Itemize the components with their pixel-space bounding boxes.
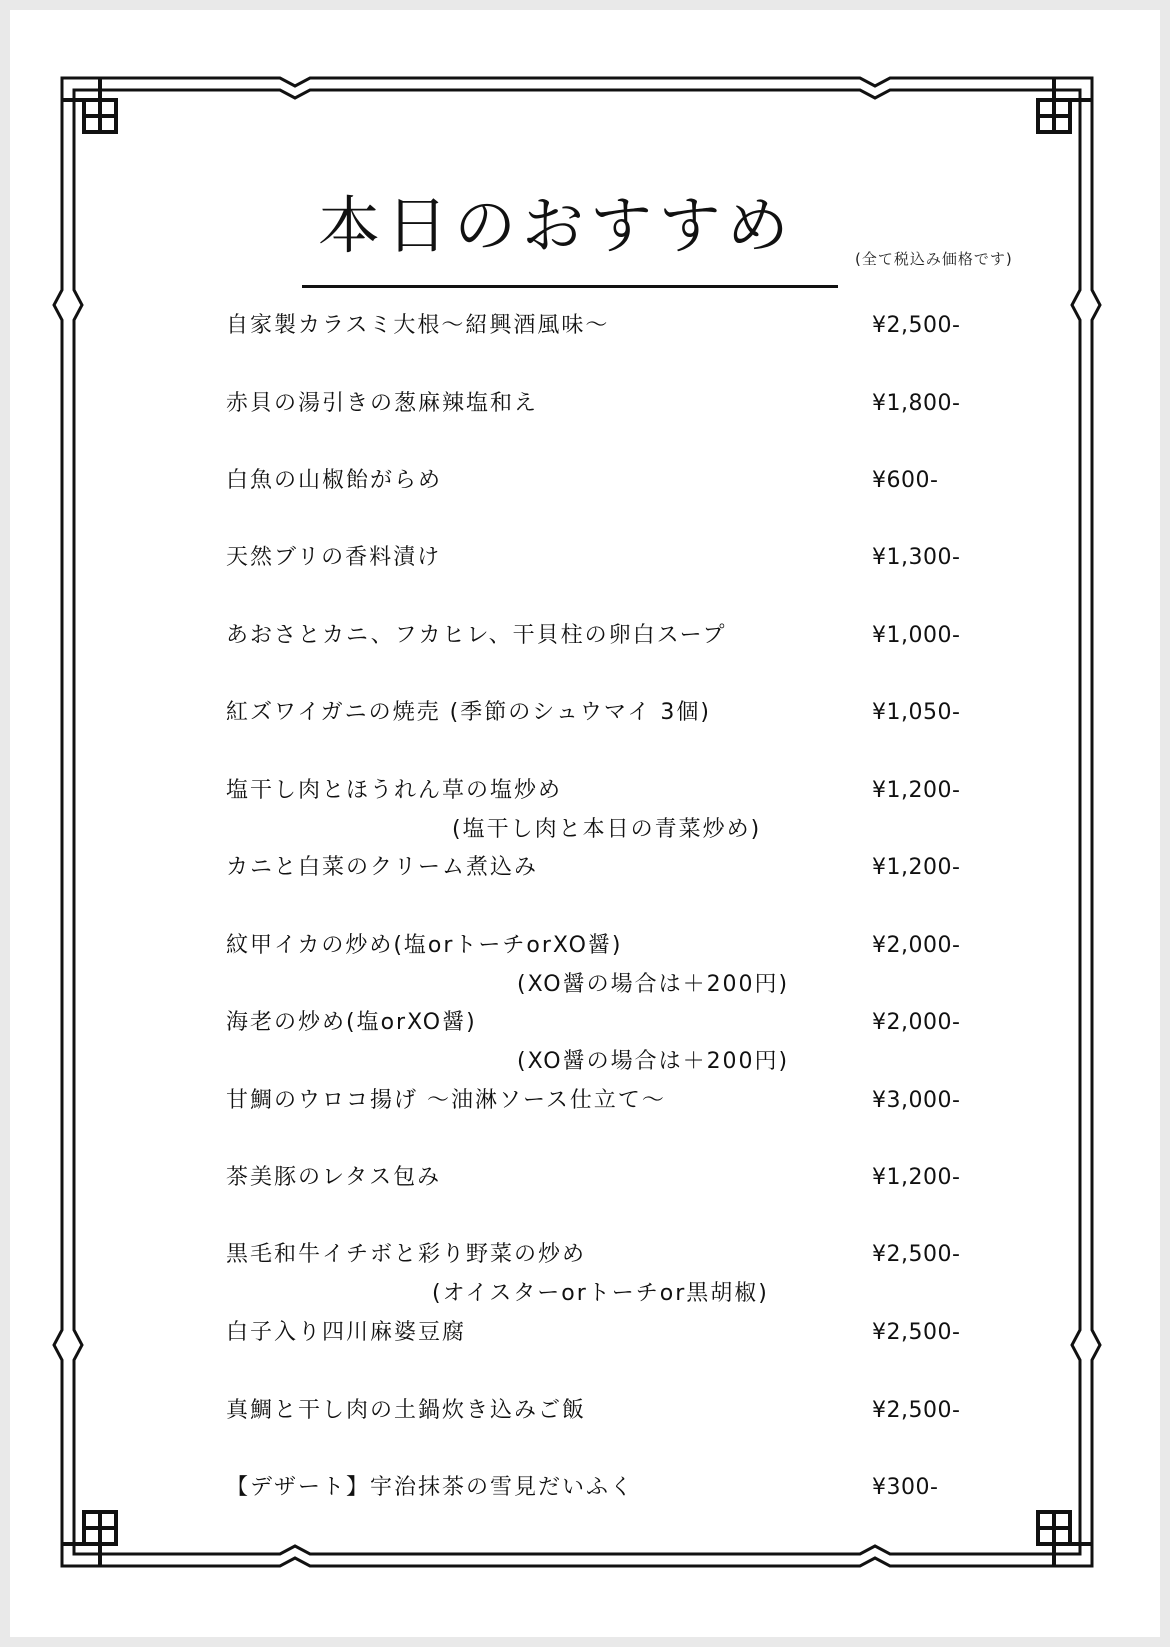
menu-item-price: ¥1,200- (872, 855, 961, 880)
menu-item-note: (オイスターorトーチor黒胡椒) (432, 1281, 769, 1306)
menu-item-name: 天然ブリの香料漬け (226, 545, 442, 570)
menu-item-price: ¥600- (872, 468, 939, 493)
menu-item-price: ¥2,000- (872, 933, 961, 958)
menu-item-name: 紅ズワイガニの焼売 (季節のシュウマイ 3個) (226, 700, 711, 725)
menu-item-name: 自家製カラスミ大根〜紹興酒風味〜 (226, 313, 610, 338)
corner-ornament-bl (62, 1512, 116, 1566)
menu-item-name: 赤貝の湯引きの葱麻辣塩和え (226, 391, 539, 416)
menu-item-price: ¥3,000- (872, 1088, 961, 1113)
menu-item-price: ¥300- (872, 1475, 939, 1500)
menu-item-price: ¥2,500- (872, 1398, 961, 1423)
menu-item-price: ¥1,800- (872, 391, 961, 416)
menu-item-name: 紋甲イカの炒め(塩orトーチorXO醤) (226, 933, 623, 958)
menu-item-name: 真鯛と干し肉の土鍋炊き込みご飯 (226, 1398, 587, 1423)
menu-item-name: 【デザート】宇治抹茶の雪見だいふく (226, 1475, 635, 1500)
corner-ornament-br (1038, 1512, 1092, 1566)
menu-item-price: ¥1,200- (872, 1165, 961, 1190)
menu-item-price: ¥2,500- (872, 313, 961, 338)
title-underline (302, 285, 838, 288)
menu-item-price: ¥2,500- (872, 1242, 961, 1267)
menu-item-name: 黒毛和牛イチボと彩り野菜の炒め (226, 1242, 587, 1267)
menu-item-price: ¥1,200- (872, 778, 961, 803)
corner-ornament-tr (1038, 78, 1092, 132)
menu-item-price: ¥1,300- (872, 545, 961, 570)
menu-item-name: 塩干し肉とほうれん草の塩炒め (226, 778, 563, 803)
menu-item-name: カニと白菜のクリーム煮込み (226, 855, 539, 880)
menu-item-note: (XO醤の場合は＋200円) (517, 1049, 790, 1074)
menu-item-price: ¥2,000- (872, 1010, 961, 1035)
menu-item-name: 白魚の山椒飴がらめ (226, 468, 443, 493)
tax-note: (全て税込み価格です) (855, 250, 1013, 268)
menu-item-name: 茶美豚のレタス包み (226, 1165, 442, 1190)
menu-item-note: (塩干し肉と本日の青菜炒め) (452, 817, 762, 842)
menu-item-name: 海老の炒め(塩orXO醤) (226, 1010, 477, 1035)
menu-title: 本日のおすすめ (318, 189, 795, 262)
menu-item-name: あおさとカニ、フカヒレ、干貝柱の卵白スープ (226, 623, 727, 648)
menu-item-price: ¥2,500- (872, 1320, 961, 1345)
menu-item-price: ¥1,050- (872, 700, 961, 725)
corner-ornament-tl (62, 78, 116, 132)
menu-item-note: (XO醤の場合は＋200円) (517, 972, 790, 997)
menu-item-name: 白子入り四川麻婆豆腐 (226, 1320, 467, 1345)
menu-item-price: ¥1,000- (872, 623, 961, 648)
menu-item-name: 甘鯛のウロコ揚げ 〜油淋ソース仕立て〜 (226, 1088, 666, 1113)
